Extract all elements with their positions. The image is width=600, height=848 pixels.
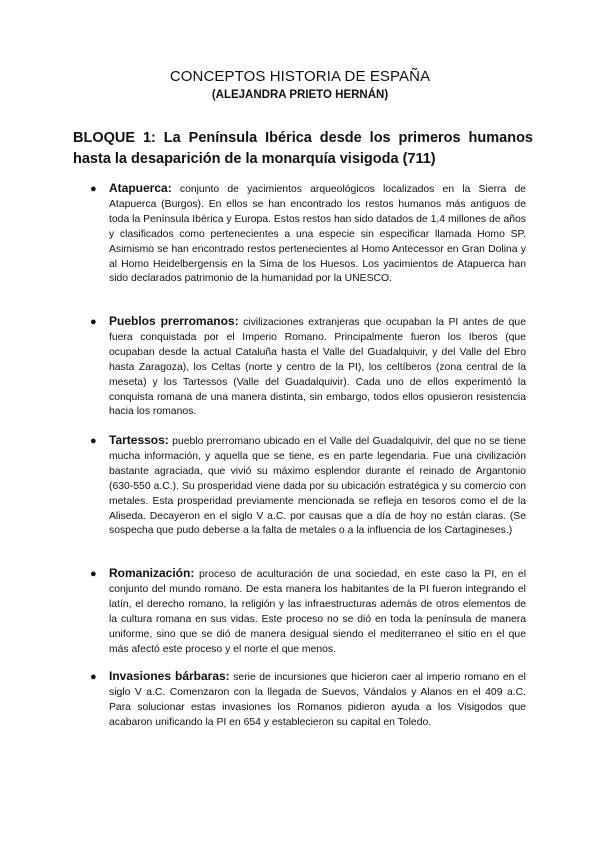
concept-text bbox=[109, 314, 526, 420]
concept-term: Pueblos prerromanos: bbox=[109, 314, 239, 328]
bullet-icon: ● bbox=[90, 671, 97, 683]
concept-term: Invasiones bárbaras: bbox=[109, 669, 230, 683]
concept-definition: pueblo prerromano ubicado en el Valle del Guadalquivir, del que no se tiene mucha información, y aquella que se tiene, es en parte legendaria. Fue una civilización bastante agraciada, que vivió su máximo esplendor durante el reinado de Argantonio (630-550 a.C.). Su prosperidad viene dada por su ubicación estratégica y su comercio con metales. Esta prosperidad previamente mencionada se refleja en tesoros como el de la Aliseda. Decayeron en el siglo V a.C. por causas que a día de hoy no están claras. (Se sospecha que pudo deberse a la falta de metales o a la influencia de los Cartagineses.) bbox=[109, 436, 526, 537]
concept-definition: conjunto de yacimientos arqueológicos localizados en la Sierra de Atapuerca (Burgos). En ellos se han encontrado los restos humanos más antiguos de toda la Península Ibérica y Europa. Estos restos han sido datados de 1,4 millones de años y clasificados como pertenecientes a una especie sin especificar llamada Homo SP. Asimismo se han encontrado restos pertenecientes al Homo Antecessor en Gran Dolina y al Homo Heidelbergensis en la Sima de los Huesos. Los yacimientos de Atapuerca han sido declarados patrimonio de la humanidad por la UNESCO. bbox=[109, 184, 527, 285]
document-author: (ALEJANDRA PRIETO HERNÁN) bbox=[211, 89, 389, 101]
concept-text bbox=[109, 669, 526, 731]
concept-definition: civilizaciones extranjeras que ocupaban la PI antes de que fuera conquistada por el Imperio Romano. Principalmente fueron los Iberos (que ocupaban desde la actual Cataluña hasta el Valle del Guadalquivir, y del Valle del Ebro hasta Zaragoza), los Celtas (norte y centro de la PI), los celtíberos (zona central de la meseta) y los Tartessos (Valle del Guadalquivir). Cada uno de ellos experimentó la conquista romana de una manera distinta, sin embargo, todos ellos opusieron resistencia hacia los romanos. bbox=[109, 317, 526, 418]
concept-definition: proceso de aculturación de una sociedad, en este caso la PI, en el conjunto del mundo romano. De esta manera los habitantes de la PI fueron integrando el latín, el derecho romano, la religión y las infraestructuras además de otros elementos de la cultura romana en sus vidas. Este proceso no se dió en toda la península de manera uniforme, sino que se dió de manera desigual siendo el mediterraneo el sitio en el que más afectó este proceso y el norte el que menos. bbox=[109, 569, 527, 655]
concept-text bbox=[109, 181, 526, 287]
concept-term: Romanización: bbox=[109, 566, 195, 580]
concept-term: Atapuerca: bbox=[109, 181, 172, 195]
bullet-icon: ● bbox=[90, 316, 97, 328]
concept-text bbox=[109, 433, 526, 539]
concept-definition: serie de incursiones que hicieron caer al imperio romano en el siglo V a.C. Comenzaron con la llegada de Suevos, Vándalos y Alanos en el 409 a.C. Para solucionar estas invasiones los Romanos pidieron ayuda a los Visigodos que acabaron unificando la PI en 654 y establecieron su capital en Toledo. bbox=[109, 672, 526, 728]
bullet-icon: ● bbox=[90, 183, 97, 195]
concept-term: Tartessos: bbox=[109, 433, 169, 447]
bullet-icon: ● bbox=[90, 568, 97, 580]
concept-text bbox=[109, 566, 526, 657]
bullet-icon: ● bbox=[90, 435, 97, 447]
section-heading: BLOQUE 1: La Península Ibérica desde los primeros humanos hasta la desaparición de la monarquía visigoda (711) bbox=[73, 130, 533, 167]
document-title: CONCEPTOS HISTORIA DE ESPAÑA bbox=[169, 68, 431, 85]
